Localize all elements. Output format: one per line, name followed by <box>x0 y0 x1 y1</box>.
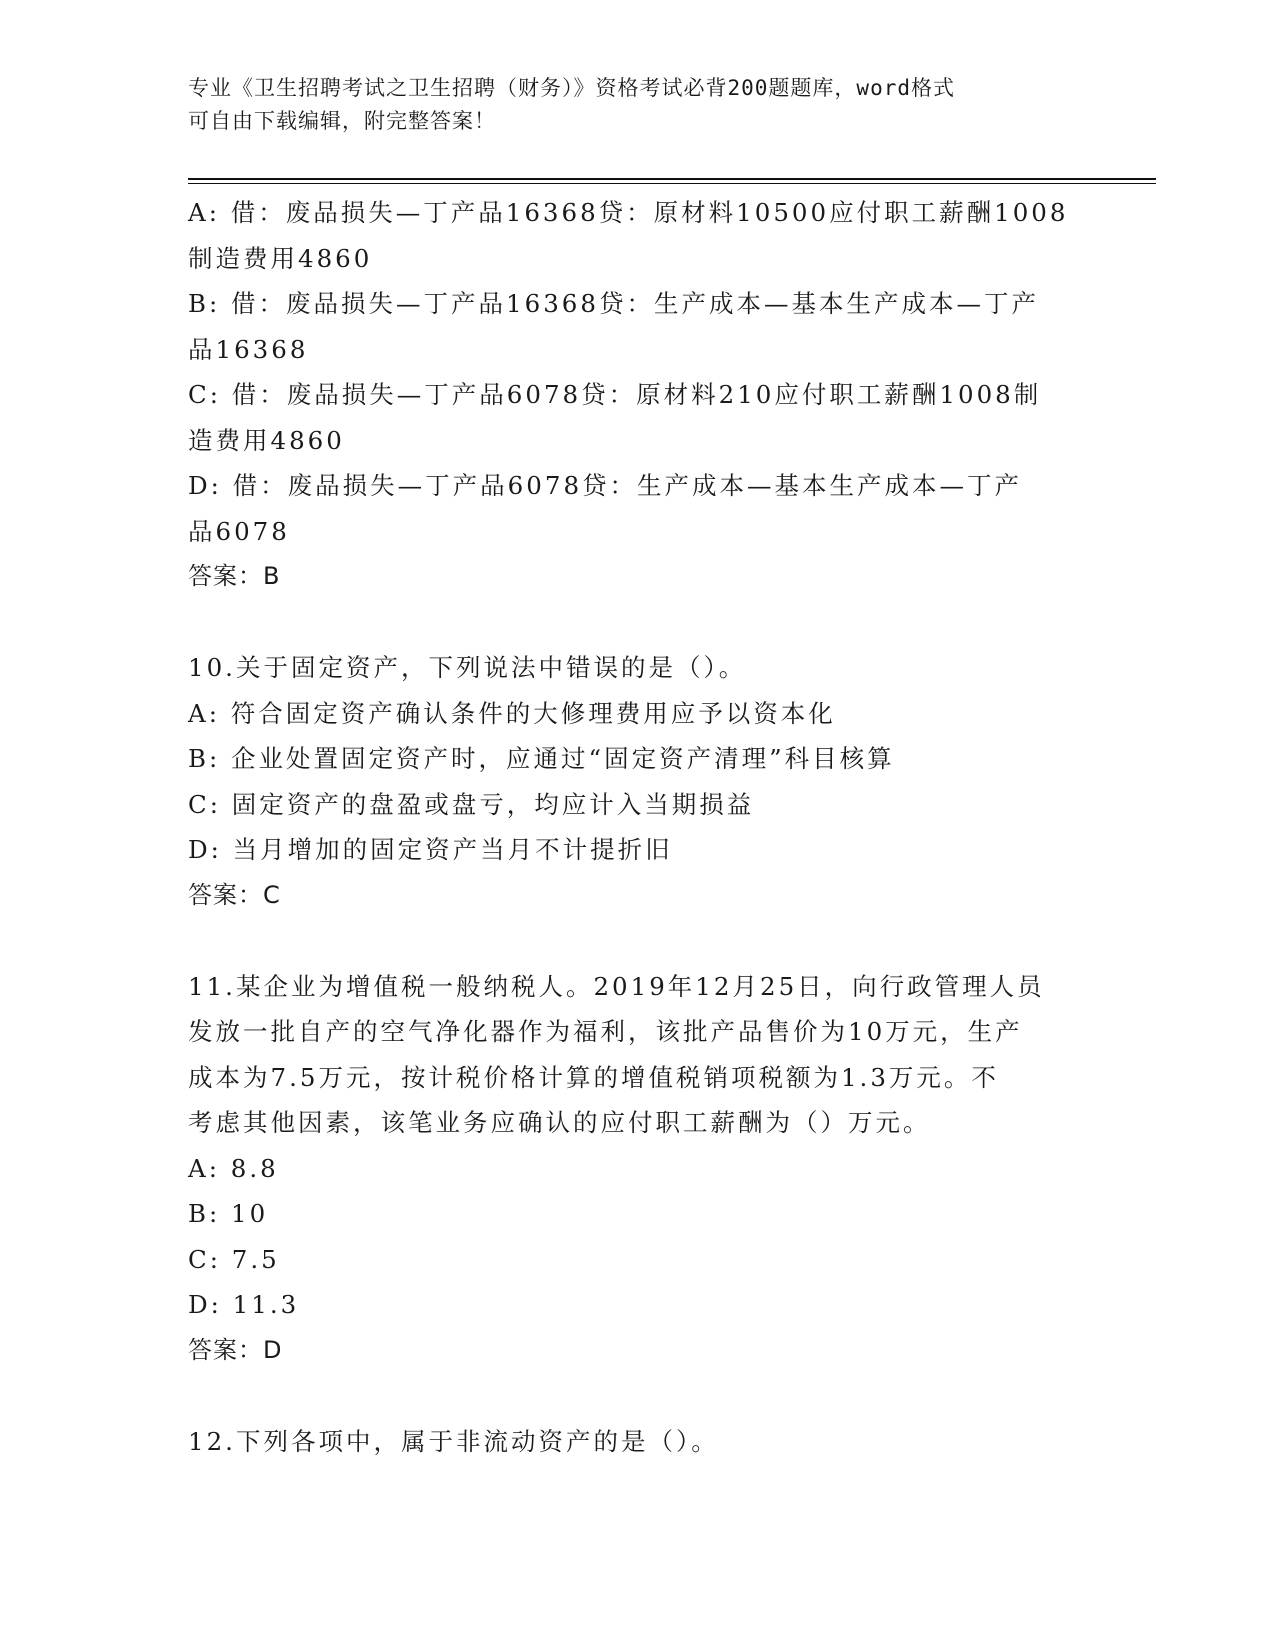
question-spacer <box>188 1373 1088 1419</box>
option-c: C: 固定资产的盘盈或盘亏，均应计入当期损益 <box>188 789 755 819</box>
answer-label: 答案：B <box>188 562 281 590</box>
option-d: D: 当月增加的固定资产当月不计提折旧 <box>188 835 673 864</box>
answer-label: 答案：C <box>188 880 281 909</box>
option-a: A: 符合固定资产确认条件的大修理费用应予以资本化 <box>188 698 836 728</box>
option-a: A: 8.8 <box>188 1153 279 1183</box>
option-a-line-1: A: 借：废品损失—丁产品16368贷：原材料10500应付职工薪酬1008 <box>188 198 1069 227</box>
question-spacer <box>188 918 1088 964</box>
option-c-line-1: C: 借：废品损失—丁产品6078贷：原材料210应付职工薪酬1008制 <box>188 380 1042 409</box>
question-list <box>188 190 1088 1464</box>
question-stem-line-3: 成本为7.5万元，按计税价格计算的增值税销项税额为1.3万元。不 <box>188 1062 999 1092</box>
option-b-line-2: 品16368 <box>188 334 309 364</box>
option-d-line-2: 品6078 <box>188 516 290 546</box>
question-11 <box>188 964 1088 1374</box>
question-12 <box>188 1419 1088 1465</box>
header-line-1: 专业《卫生招聘考试之卫生招聘（财务）》资格考试必背200题题库，word格式 <box>188 76 955 100</box>
option-b-line-1: B: 借：废品损失—丁产品16368贷：生产成本—基本生产成本—丁产 <box>188 289 1039 318</box>
option-d: D: 11.3 <box>188 1290 300 1319</box>
header-line-2: 可自由下载编辑，附完整答案！ <box>188 109 496 133</box>
option-d-line-1: D: 借：废品损失—丁产品6078贷：生产成本—基本生产成本—丁产 <box>188 471 1023 500</box>
question-stem: 12.下列各项中，属于非流动资产的是（）。 <box>188 1426 719 1456</box>
option-b: B: 企业处置固定资产时，应通过“固定资产清理”科目核算 <box>188 744 895 773</box>
header-divider-thick <box>188 178 1156 180</box>
question-stem-line-1: 11.某企业为增值税一般纳税人。2019年12月25日，向行政管理人员 <box>188 971 1045 1001</box>
header-divider-thin <box>188 183 1156 184</box>
option-a-line-2: 制造费用4860 <box>188 243 373 273</box>
option-b: B: 10 <box>188 1199 269 1228</box>
question-stem: 10.关于固定资产，下列说法中错误的是（）。 <box>188 653 747 682</box>
option-c: C: 7.5 <box>188 1244 280 1274</box>
option-c-line-2: 造费用4860 <box>188 425 345 455</box>
question-stem-line-2: 发放一批自产的空气净化器作为福利，该批产品售价为10万元，生产 <box>188 1017 1023 1046</box>
question-10 <box>188 645 1088 918</box>
question-spacer <box>188 600 1088 646</box>
document-header <box>188 72 1088 138</box>
question-9 <box>188 190 1088 600</box>
answer-label: 答案：D <box>188 1335 283 1364</box>
question-stem-line-4: 考虑其他因素，该笔业务应确认的应付职工薪酬为（）万元。 <box>188 1108 931 1137</box>
